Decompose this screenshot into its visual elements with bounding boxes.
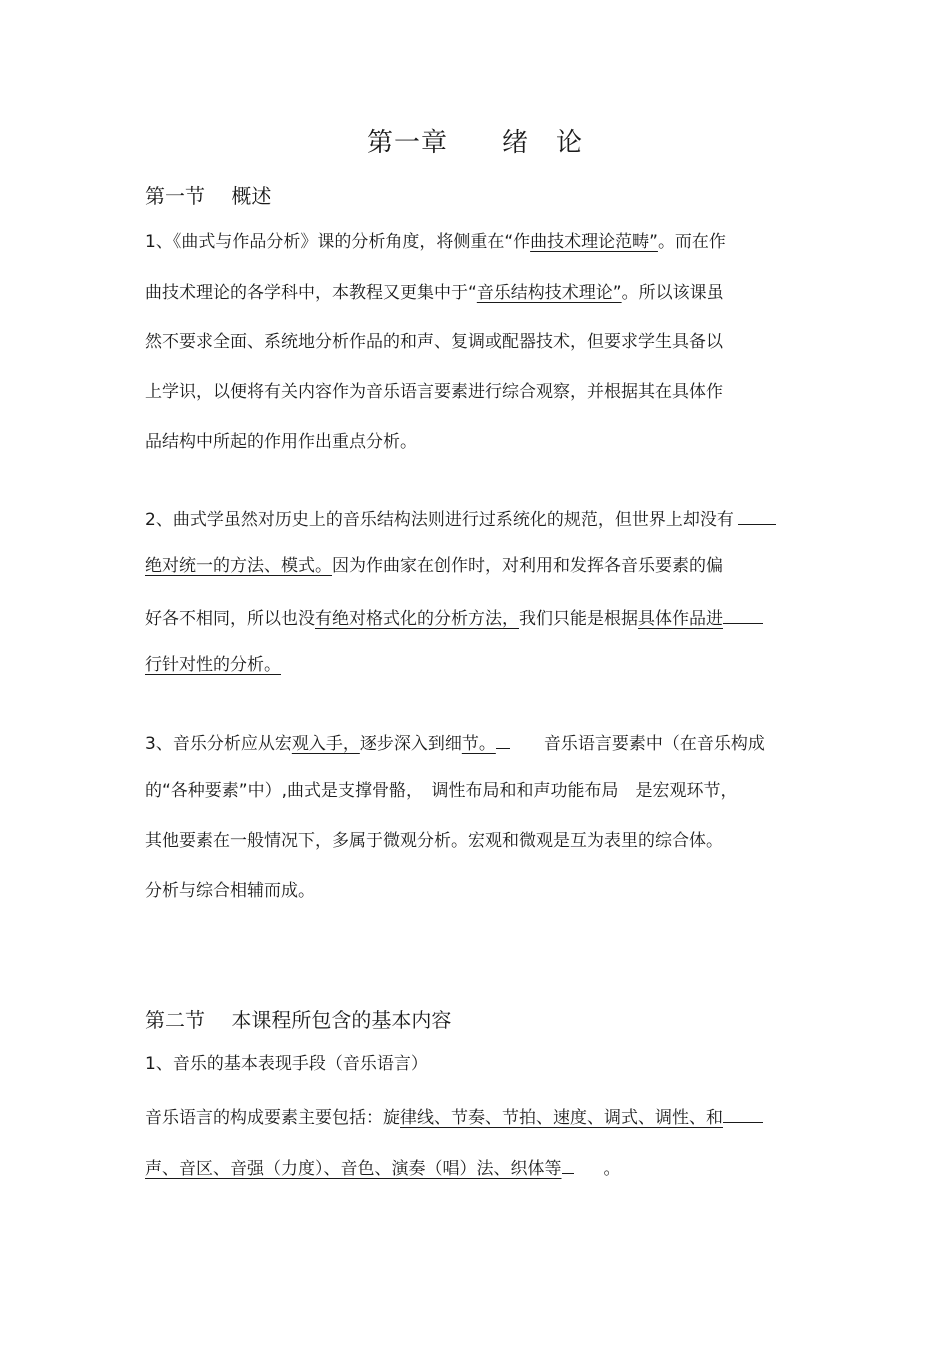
underlined-text: 具体作品进: [638, 609, 723, 629]
p1-line-2: [145, 282, 724, 304]
underlined-text: 音乐结构技术理论”: [476, 283, 622, 303]
fill-blank: [723, 1104, 763, 1123]
underlined-text: 观入手，: [291, 734, 360, 754]
underlined-text: 声、音区、音强（力度）、音色、演奏（唱）法、织体等: [145, 1159, 562, 1179]
p2-line-1: [145, 506, 776, 531]
text-run: 因为作曲家在创作时，对利用和发挥各音乐要素的偏: [332, 556, 723, 576]
underlined-text: 节。: [461, 734, 496, 754]
p3-line-3: 其他要素在一般情况下，多属于微观分析。宏观和微观是互为表里的综合体。: [145, 831, 723, 851]
fill-blank: [723, 605, 763, 624]
text-run: 3、音乐分析应从宏: [145, 734, 292, 754]
p2-line-2: [145, 555, 723, 577]
p1-line-4: 上学识，以便将有关内容作为音乐语言要素进行综合观察，并根据其在具体作: [145, 382, 723, 402]
text-run: 好各不相同，所以也没: [145, 609, 315, 629]
s2-item-1: 1、音乐的基本表现手段（音乐语言）: [145, 1054, 428, 1074]
underlined-text: 绝对统一的方法、模式。: [145, 556, 332, 576]
p1-line-3: 然不要求全面、系统地分析作品的和声、复调或配器技术，但要求学生具备以: [145, 332, 723, 352]
p3-line-4: 分析与综合相辅而成。: [145, 881, 315, 901]
text-run: 音乐语言要素中（在音乐构成: [509, 734, 765, 754]
p3-line-2: 的“各种要素”中）,曲式是支撑骨骼， 调性布局和和声功能布局 是宏观环节，: [145, 781, 738, 801]
p2-line-4: [145, 654, 281, 676]
underlined-text: 行针对性的分析。: [145, 655, 281, 675]
text-run: 1、《曲式与作品分析》课的分析角度，将侧重在“作: [145, 232, 531, 252]
p3-line-1: [145, 730, 765, 755]
text-run: 2、曲式学虽然对历史上的音乐结构法则进行过系统化的规范，但世界上却没有: [145, 510, 734, 530]
fill-blank: [496, 730, 510, 749]
underlined-text: 律线、节奏、节拍、速度、调式、调性、和: [400, 1108, 723, 1128]
chapter-title: 第一章 绪 论: [366, 128, 583, 158]
p1-line-5: 品结构中所起的作用作出重点分析。: [145, 432, 417, 452]
s2-line-2: [145, 1155, 621, 1180]
underlined-text: 曲技术理论范畴”: [530, 232, 658, 252]
underlined-text: 有绝对格式化的分析方法，: [315, 609, 519, 629]
text-run: 。而在作: [657, 232, 726, 252]
text-run: 。: [603, 1159, 621, 1179]
section-2-heading: 第二节 本课程所包含的基本内容: [145, 1008, 452, 1032]
text-run: 逐步深入到细: [359, 734, 462, 754]
p1-line-1: [145, 231, 726, 253]
fill-blank: [562, 1155, 574, 1174]
fill-blank: [738, 506, 776, 525]
text-run: 音乐语言的构成要素主要包括：旋: [145, 1108, 400, 1128]
s2-line-1: [145, 1104, 763, 1129]
section-1-heading: 第一节 概述: [145, 184, 272, 208]
text-run: 。所以该课虽: [621, 283, 724, 303]
p2-line-3: [145, 605, 763, 630]
text-run: 曲技术理论的各学科中，本教程又更集中于“: [145, 283, 477, 303]
text-run: 我们只能是根据: [519, 609, 638, 629]
